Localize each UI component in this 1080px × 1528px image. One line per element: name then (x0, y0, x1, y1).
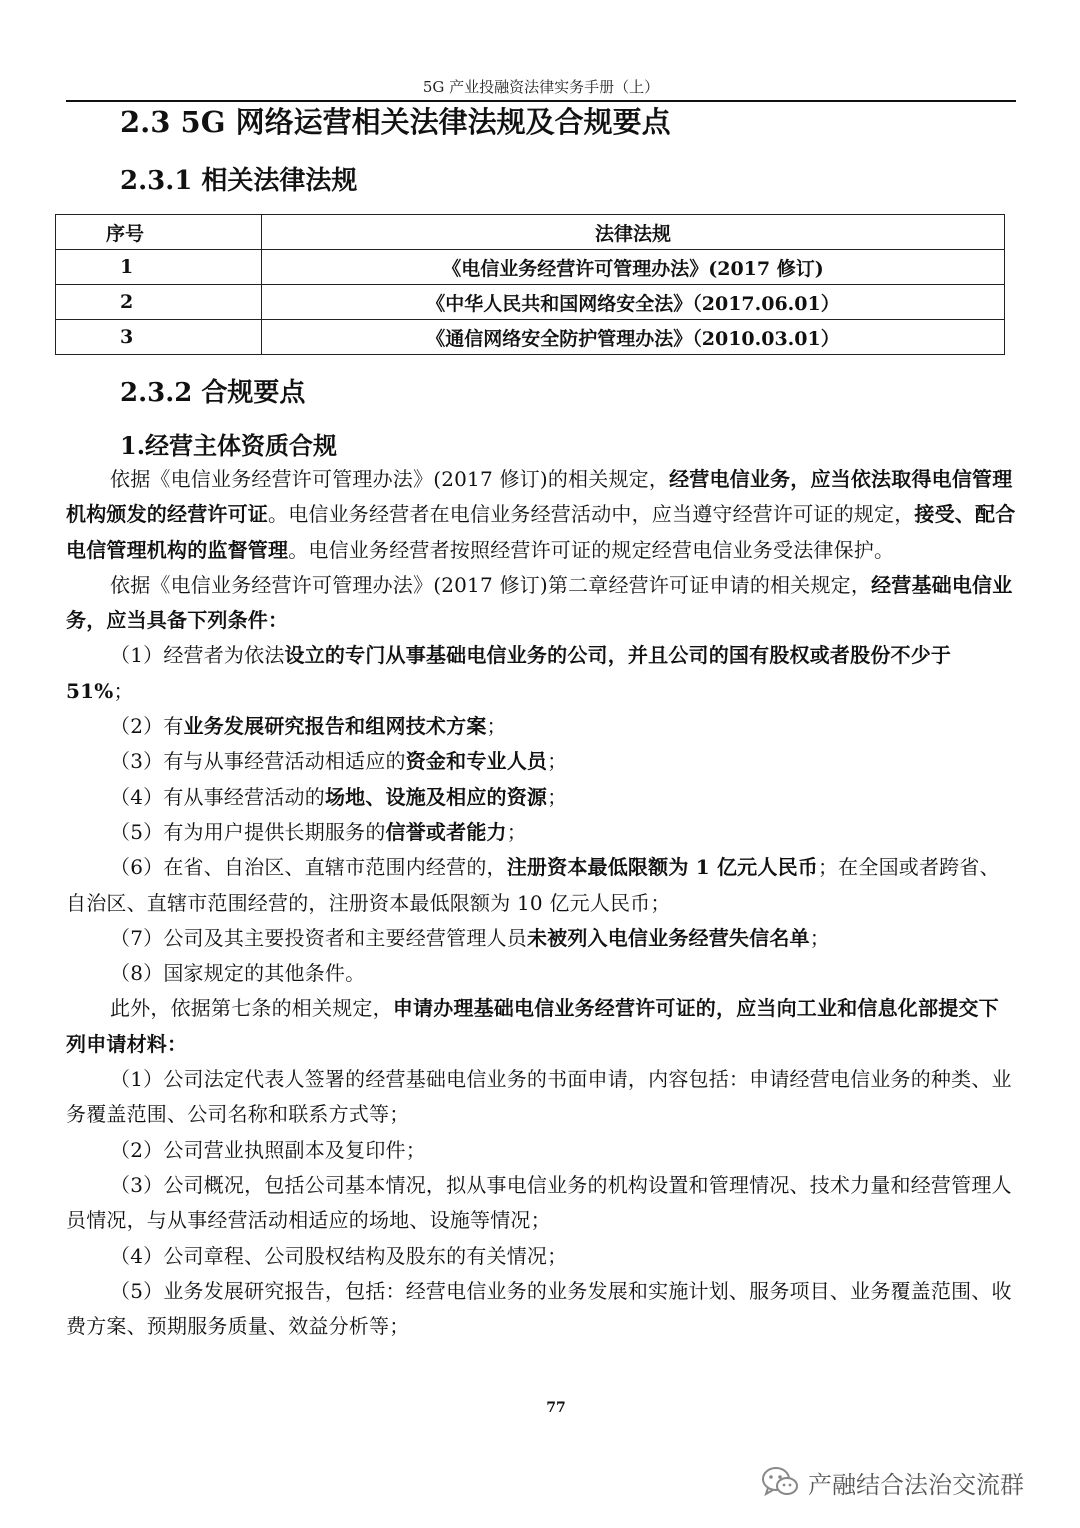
section-heading-2-3: 2.3 5G 网络运营相关法律法规及合规要点 (120, 105, 671, 139)
paragraph: 此外，依据第七条的相关规定，申请办理基础电信业务经营许可证的，应当向工业和信息化部提交下列申请材料： (66, 996, 999, 1056)
cell-law: 《电信业务经营许可管理办法》(2017 修订) (262, 250, 1005, 285)
condition-item: （8）国家规定的其他条件。 (110, 961, 366, 986)
subsection-heading-1: 1.经营主体资质合规 (120, 431, 338, 460)
body-text (66, 462, 1016, 1344)
section-heading-2-3-2: 2.3.2 合规要点 (120, 378, 306, 408)
cell-no: 3 (56, 320, 262, 355)
condition-item: （2）有业务发展研究报告和组网技术方案； (110, 714, 507, 739)
column-header-no: 序号 (56, 215, 262, 250)
running-header: 5G 产业投融资法律实务手册（上） (66, 76, 1016, 102)
material-item: （5）业务发展研究报告，包括：经营电信业务的业务发展和实施计划、服务项目、业务覆盖范围、收费方案、预期服务质量、效益分析等； (66, 1278, 1012, 1339)
table-row (56, 285, 1005, 320)
condition-item: （6）在省、自治区、直辖市范围内经营的，注册资本最低限额为 1 亿元人民币；在全国或者跨省、自治区、直辖市范围经营的，注册资本最低限额为 10 亿元人民币； (66, 855, 1000, 915)
watermark-text: 产融结合法治交流群 (808, 1470, 1024, 1499)
cell-no: 1 (56, 250, 262, 285)
laws-table (55, 214, 1005, 355)
material-item: （4）公司章程、公司股权结构及股东的有关情况； (110, 1243, 568, 1268)
cell-no: 2 (56, 285, 262, 320)
material-item: （3）公司概况，包括公司基本情况，拟从事电信业务的机构设置和管理情况、技术力量和经营管理人员情况，与从事经营活动相适应的场地、设施等情况； (66, 1172, 1012, 1233)
paragraph: 依据《电信业务经营许可管理办法》(2017 修订)的相关规定，经营电信业务，应当依法取得电信管理机构颁发的经营许可证。电信业务经营者在电信业务经营活动中，应当遵守经营许可证的规定，接受、配合电信管理机构的监督管理。电信业务经营者按照经营许可证的规定经营电信业务受法律保护。 (66, 467, 1016, 562)
column-header-law: 法律法规 (262, 215, 1005, 250)
condition-item: （1）经营者为依法设立的专门从事基础电信业务的公司，并且公司的国有股权或者股份不少于 51%； (66, 643, 952, 703)
table-row (56, 250, 1005, 285)
cell-law: 《通信网络安全防护管理办法》（2010.03.01） (262, 320, 1005, 355)
condition-item: （4）有从事经营活动的场地、设施及相应的资源； (110, 784, 568, 809)
material-item: （1）公司法定代表人签署的经营基础电信业务的书面申请，内容包括：申请经营电信业务的种类、业务覆盖范围、公司名称和联系方式等； (66, 1067, 1012, 1127)
watermark (760, 1460, 1024, 1504)
paragraph: 依据《电信业务经营许可管理办法》(2017 修订)第二章经营许可证申请的相关规定，经营基础电信业务，应当具备下列条件： (66, 572, 1013, 633)
condition-item: （3）有与从事经营活动相适应的资金和专业人员； (110, 749, 568, 774)
table-header-row (56, 215, 1005, 250)
wechat-icon (760, 1464, 800, 1500)
material-item: （2）公司营业执照副本及复印件； (110, 1137, 426, 1162)
cell-law: 《中华人民共和国网络安全法》（2017.06.01） (262, 285, 1005, 320)
condition-item: （5）有为用户提供长期服务的信誉或者能力； (110, 819, 527, 844)
table-row (56, 320, 1005, 355)
condition-item: （7）公司及其主要投资者和主要经营管理人员未被列入电信业务经营失信名单； (110, 925, 830, 950)
section-heading-2-3-1: 2.3.1 相关法律法规 (120, 166, 358, 196)
page-number: 77 (546, 1400, 566, 1416)
